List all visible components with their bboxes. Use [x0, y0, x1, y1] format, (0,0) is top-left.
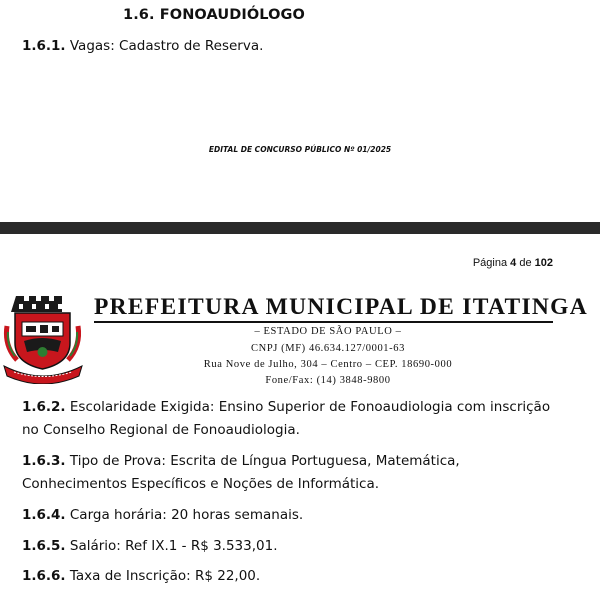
section-title [123, 7, 305, 23]
edital-footer: EDITAL DE CONCURSO PÚBLICO Nº 01/2025 [208, 145, 392, 154]
page-prefix: Página [472, 257, 508, 269]
item-number: 1.6.2. [22, 399, 66, 415]
section-number: 1.6. [123, 7, 155, 23]
item-text: Salário: Ref IX.1 - R$ 3.533,01. [69, 538, 278, 554]
section-name: FONOAUDIÓLOGO [159, 7, 305, 23]
header-divider [94, 321, 553, 323]
page-number [473, 257, 553, 269]
item-text: Taxa de Inscrição: R$ 22,00. [69, 568, 261, 584]
municipal-coat-of-arms-icon [2, 292, 84, 384]
header-cnpj: CNPJ (MF) 46.634.127/0001-63 [251, 343, 405, 354]
item-salario [22, 535, 562, 558]
item-number: 1.6.6. [22, 568, 66, 584]
item-number: 1.6.4. [22, 507, 66, 523]
item-text: Tipo de Prova: Escrita de Língua Portuguesa, Matemática, Conhecimentos Específicos e Noções de Informática. [22, 453, 460, 492]
previous-page [0, 0, 600, 222]
item-escolaridade [22, 396, 562, 441]
header-phone: Fone/Fax: (14) 3848-9800 [265, 375, 391, 386]
item-number: 1.6.5. [22, 538, 66, 554]
header-state: – ESTADO DE SÃO PAULO – [254, 326, 402, 337]
item-vagas [22, 35, 562, 57]
item-carga-horaria [22, 504, 562, 527]
page-break [0, 222, 600, 234]
page-total: 102 [534, 257, 553, 269]
header-title: PREFEITURA MUNICIPAL DE ITATINGA [94, 294, 589, 320]
item-text: Carga horária: 20 horas semanais. [69, 507, 304, 523]
item-text: Escolaridade Exigida: Ensino Superior de Fonoaudiologia com inscrição no Conselho Regional de Fonoaudiologia. [22, 399, 551, 438]
item-number: 1.6.1. [22, 38, 66, 54]
page-current: 4 [510, 257, 517, 269]
item-text: Vagas: Cadastro de Reserva. [69, 38, 264, 54]
item-number: 1.6.3. [22, 453, 66, 469]
page-separator: de [519, 257, 532, 269]
item-taxa-inscricao [22, 565, 562, 588]
header-address: Rua Nove de Julho, 304 – Centro – CEP. 18690-000 [203, 359, 453, 370]
item-tipo-prova [22, 450, 562, 495]
